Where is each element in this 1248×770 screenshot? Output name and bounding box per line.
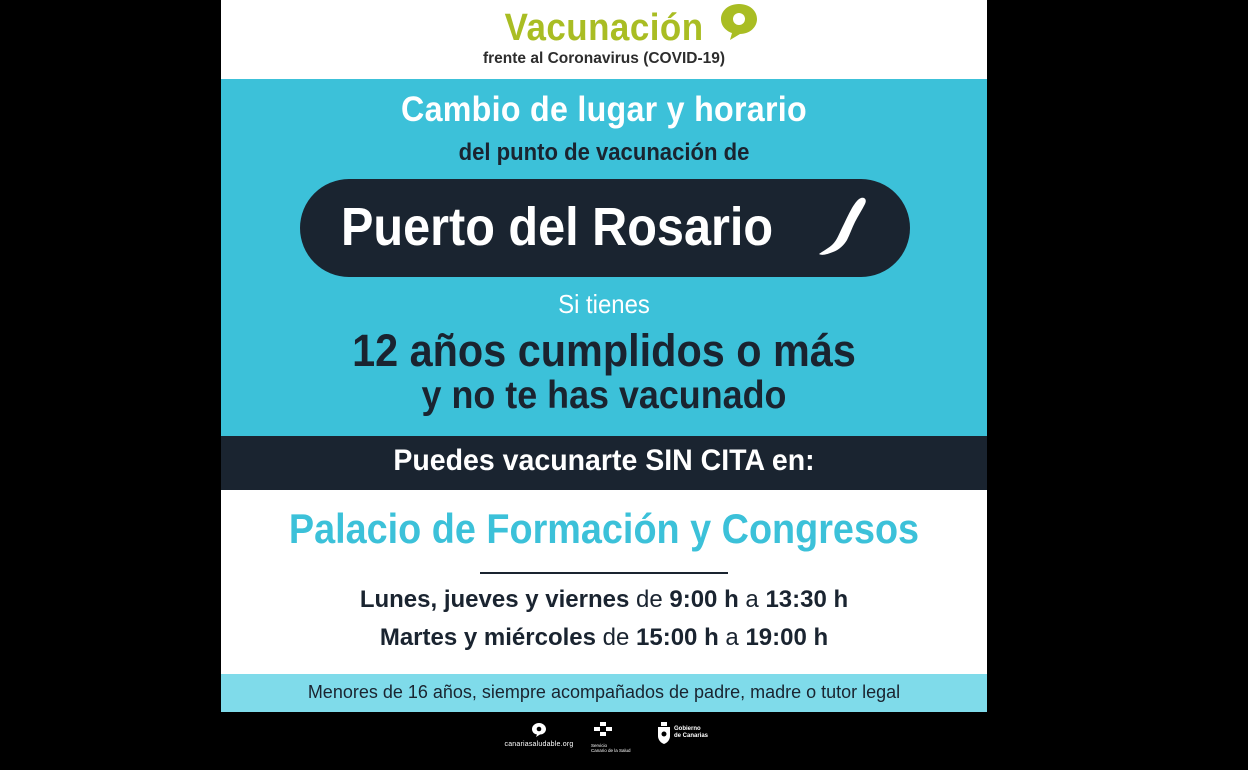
canariasaludable-logo xyxy=(499,722,579,748)
fuerteventura-island-icon xyxy=(817,194,873,258)
headline-line1: Cambio de lugar y horario xyxy=(401,90,807,129)
schedule-from: de xyxy=(602,624,630,651)
schedule-row xyxy=(221,624,987,652)
scs-text xyxy=(591,743,631,753)
brand xyxy=(221,6,987,50)
venue-name: Palacio de Formación y Congresos xyxy=(288,505,920,552)
divider xyxy=(480,572,728,574)
scs-logo xyxy=(591,722,631,753)
vaccination-poster xyxy=(221,0,987,770)
brand-title: Vacunación xyxy=(504,7,704,49)
schedule-end: 13:30 h xyxy=(765,586,849,613)
canarias-coat-of-arms-icon xyxy=(657,722,671,744)
gobierno-text xyxy=(674,726,708,740)
canariasaludable-bubble-icon xyxy=(531,722,547,738)
scs-cross-icon xyxy=(591,722,615,736)
gobierno-canarias-logo xyxy=(657,722,727,744)
schedule-start: 15:00 h xyxy=(636,624,719,651)
schedule-from: de xyxy=(635,586,663,613)
schedule-days: Lunes, jueves y viernes xyxy=(359,586,630,613)
condition-intro: Si tienes xyxy=(558,289,650,319)
brand-subtitle: frente al Coronavirus (COVID-19) xyxy=(482,50,726,67)
no-appointment-text: Puedes vacunarte SIN CITA en: xyxy=(393,444,815,477)
scs-text-line1: Servicio xyxy=(591,743,608,748)
gobierno-text-line2: de Canarias xyxy=(674,733,709,739)
schedule-start: 9:00 h xyxy=(669,586,739,613)
speech-bubble-icon xyxy=(718,1,760,41)
schedule-days: Martes y miércoles xyxy=(379,624,596,651)
canariasaludable-text: canariasaludable.org xyxy=(504,741,574,748)
condition-line1: 12 años cumplidos o más xyxy=(352,325,856,376)
headline-line2: del punto de vacunación de xyxy=(458,139,750,166)
scs-text-line2: Canario de la Salud xyxy=(591,748,631,753)
schedule-to: a xyxy=(745,586,759,613)
schedule-to: a xyxy=(725,624,739,651)
location-name: Puerto del Rosario xyxy=(341,197,774,257)
minors-note: Menores de 16 años, siempre acompañados de padre, madre o tutor legal xyxy=(307,682,901,702)
condition-line2: y no te has vacunado xyxy=(421,374,787,417)
gobierno-text-line1: Gobierno xyxy=(674,726,701,732)
schedule-end: 19:00 h xyxy=(745,624,829,651)
schedule-row xyxy=(221,586,987,614)
